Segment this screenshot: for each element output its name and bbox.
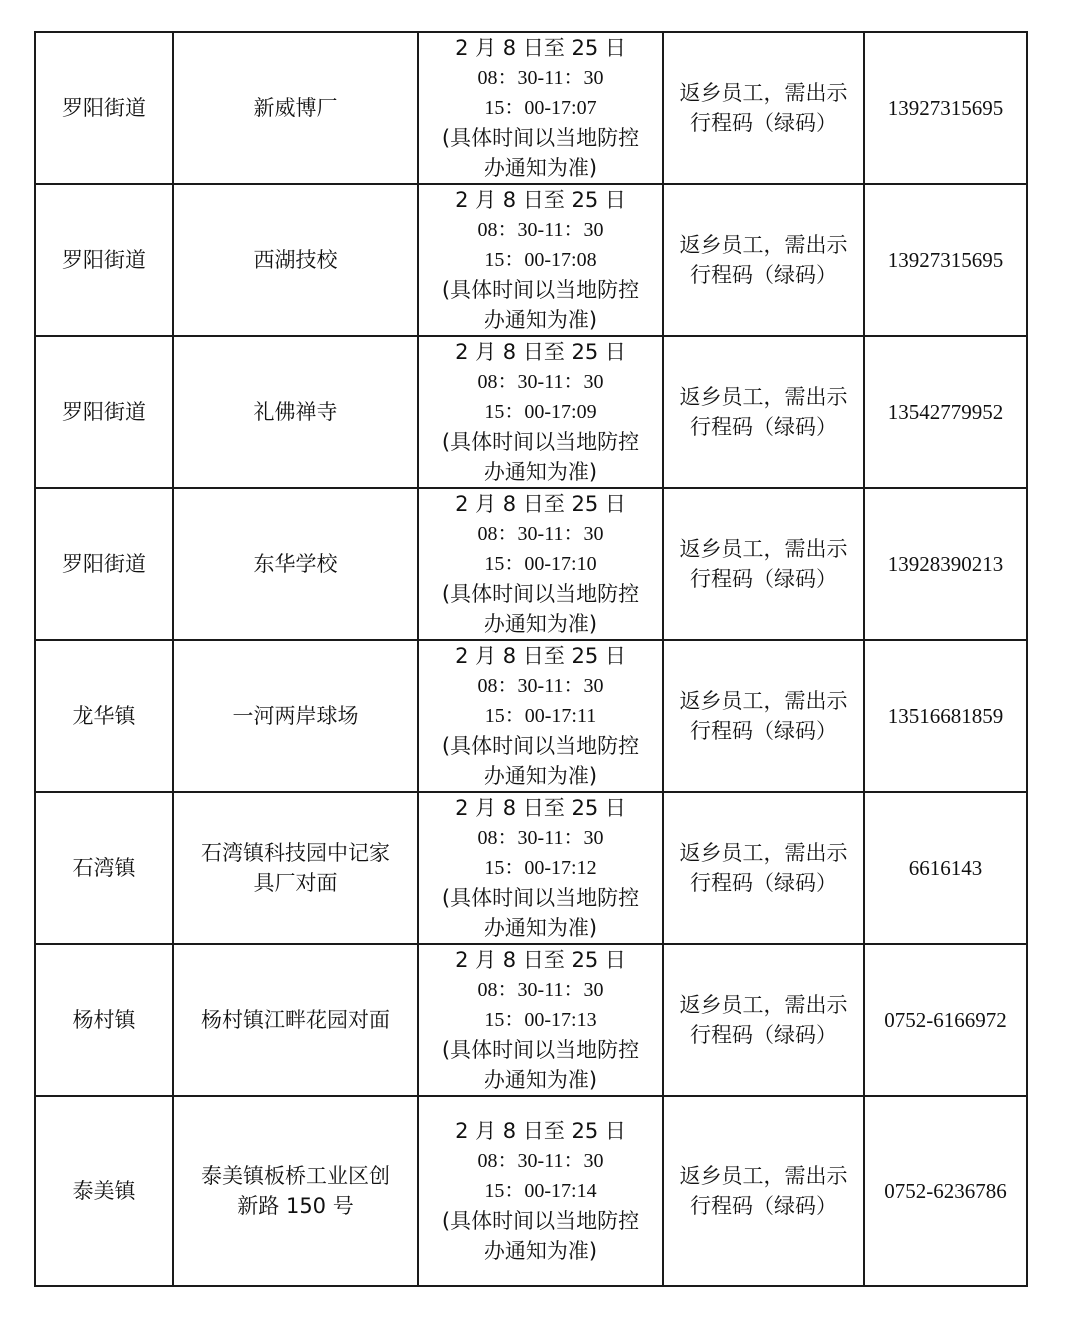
requirement-text: 返乡员工，需出示: [679, 537, 848, 561]
requirement-text: 行程码（绿码）: [690, 719, 837, 743]
time-cell: [418, 488, 663, 640]
time-cell: [418, 944, 663, 1096]
site-cell: 一河两岸球场: [173, 640, 418, 792]
date-range: 2 月 8 日至 25 日: [455, 340, 626, 364]
table-row: [35, 184, 1027, 336]
requirement-text: 行程码（绿码）: [690, 871, 837, 895]
time-cell: [418, 32, 663, 184]
time-note: (具体时间以当地防控: [441, 886, 640, 910]
morning-hours: 08：30-11：30: [477, 1150, 604, 1172]
requirement-text: 返乡员工，需出示: [679, 81, 848, 105]
requirement-text: 行程码（绿码）: [690, 1194, 837, 1218]
time-cell: [418, 792, 663, 944]
testing-site-table: [34, 31, 1028, 1287]
site-cell: 礼佛禅寺: [173, 336, 418, 488]
area-cell: 罗阳街道: [35, 336, 173, 488]
requirement-text: 返乡员工，需出示: [679, 993, 848, 1017]
time-note: 办通知为准): [483, 916, 598, 940]
time-cell: [418, 1096, 663, 1286]
afternoon-hours: 15：00-17:13: [484, 1009, 597, 1031]
morning-hours: 08：30-11：30: [477, 67, 604, 89]
time-note: 办通知为准): [483, 156, 598, 180]
time-note: 办通知为准): [483, 1068, 598, 1092]
afternoon-hours: 15：00-17:09: [484, 401, 597, 423]
phone-cell: 13928390213: [864, 488, 1027, 640]
time-note: 办通知为准): [483, 1239, 598, 1263]
afternoon-hours: 15：00-17:07: [484, 97, 597, 119]
site-text: 具厂对面: [253, 871, 338, 895]
requirement-cell: [663, 336, 864, 488]
site-text: 石湾镇科技园中记家: [201, 841, 390, 865]
requirement-cell: [663, 184, 864, 336]
requirement-text: 行程码（绿码）: [690, 567, 837, 591]
table-row: [35, 792, 1027, 944]
area-cell: 罗阳街道: [35, 32, 173, 184]
date-range: 2 月 8 日至 25 日: [455, 796, 626, 820]
time-note: (具体时间以当地防控: [441, 1209, 640, 1233]
site-cell: 新威博厂: [173, 32, 418, 184]
area-cell: 罗阳街道: [35, 184, 173, 336]
afternoon-hours: 15：00-17:12: [484, 857, 597, 879]
requirement-cell: [663, 488, 864, 640]
date-range: 2 月 8 日至 25 日: [455, 644, 626, 668]
time-note: 办通知为准): [483, 460, 598, 484]
area-cell: 石湾镇: [35, 792, 173, 944]
table-row: [35, 944, 1027, 1096]
afternoon-hours: 15：00-17:14: [484, 1180, 597, 1202]
morning-hours: 08：30-11：30: [477, 675, 604, 697]
time-note: 办通知为准): [483, 764, 598, 788]
requirement-cell: [663, 792, 864, 944]
requirement-cell: [663, 32, 864, 184]
site-cell: [173, 792, 418, 944]
phone-cell: 13542779952: [864, 336, 1027, 488]
morning-hours: 08：30-11：30: [477, 979, 604, 1001]
requirement-text: 返乡员工，需出示: [679, 689, 848, 713]
requirement-cell: [663, 640, 864, 792]
requirement-cell: [663, 1096, 864, 1286]
table-row: [35, 488, 1027, 640]
site-cell: 西湖技校: [173, 184, 418, 336]
phone-cell: 13927315695: [864, 32, 1027, 184]
table-row: [35, 336, 1027, 488]
time-note: (具体时间以当地防控: [441, 734, 640, 758]
table-row: [35, 1096, 1027, 1286]
date-range: 2 月 8 日至 25 日: [455, 36, 626, 60]
requirement-cell: [663, 944, 864, 1096]
requirement-text: 返乡员工，需出示: [679, 841, 848, 865]
area-cell: 龙华镇: [35, 640, 173, 792]
requirement-text: 返乡员工，需出示: [679, 233, 848, 257]
time-note: (具体时间以当地防控: [441, 582, 640, 606]
time-note: 办通知为准): [483, 308, 598, 332]
area-cell: 杨村镇: [35, 944, 173, 1096]
phone-cell: 0752-6166972: [864, 944, 1027, 1096]
site-text: 新路 150 号: [237, 1194, 354, 1218]
area-cell: 泰美镇: [35, 1096, 173, 1286]
time-note: (具体时间以当地防控: [441, 278, 640, 302]
morning-hours: 08：30-11：30: [477, 827, 604, 849]
time-cell: [418, 184, 663, 336]
afternoon-hours: 15：00-17:10: [484, 553, 597, 575]
requirement-text: 行程码（绿码）: [690, 111, 837, 135]
requirement-text: 返乡员工，需出示: [679, 385, 848, 409]
date-range: 2 月 8 日至 25 日: [455, 188, 626, 212]
site-text: 泰美镇板桥工业区创: [201, 1164, 390, 1188]
area-cell: 罗阳街道: [35, 488, 173, 640]
table-row: [35, 32, 1027, 184]
date-range: 2 月 8 日至 25 日: [455, 948, 626, 972]
time-note: (具体时间以当地防控: [441, 1038, 640, 1062]
site-cell: [173, 1096, 418, 1286]
afternoon-hours: 15：00-17:08: [484, 249, 597, 271]
requirement-text: 行程码（绿码）: [690, 1023, 837, 1047]
time-note: (具体时间以当地防控: [441, 126, 640, 150]
date-range: 2 月 8 日至 25 日: [455, 1119, 626, 1143]
time-note: (具体时间以当地防控: [441, 430, 640, 454]
time-cell: [418, 336, 663, 488]
requirement-text: 行程码（绿码）: [690, 263, 837, 287]
phone-cell: 13516681859: [864, 640, 1027, 792]
morning-hours: 08：30-11：30: [477, 371, 604, 393]
site-cell: 杨村镇江畔花园对面: [173, 944, 418, 1096]
phone-cell: 6616143: [864, 792, 1027, 944]
site-cell: 东华学校: [173, 488, 418, 640]
afternoon-hours: 15：00-17:11: [484, 705, 597, 727]
requirement-text: 行程码（绿码）: [690, 415, 837, 439]
phone-cell: 0752-6236786: [864, 1096, 1027, 1286]
phone-cell: 13927315695: [864, 184, 1027, 336]
date-range: 2 月 8 日至 25 日: [455, 492, 626, 516]
time-cell: [418, 640, 663, 792]
morning-hours: 08：30-11：30: [477, 523, 604, 545]
morning-hours: 08：30-11：30: [477, 219, 604, 241]
table-row: [35, 640, 1027, 792]
requirement-text: 返乡员工，需出示: [679, 1164, 848, 1188]
time-note: 办通知为准): [483, 612, 598, 636]
